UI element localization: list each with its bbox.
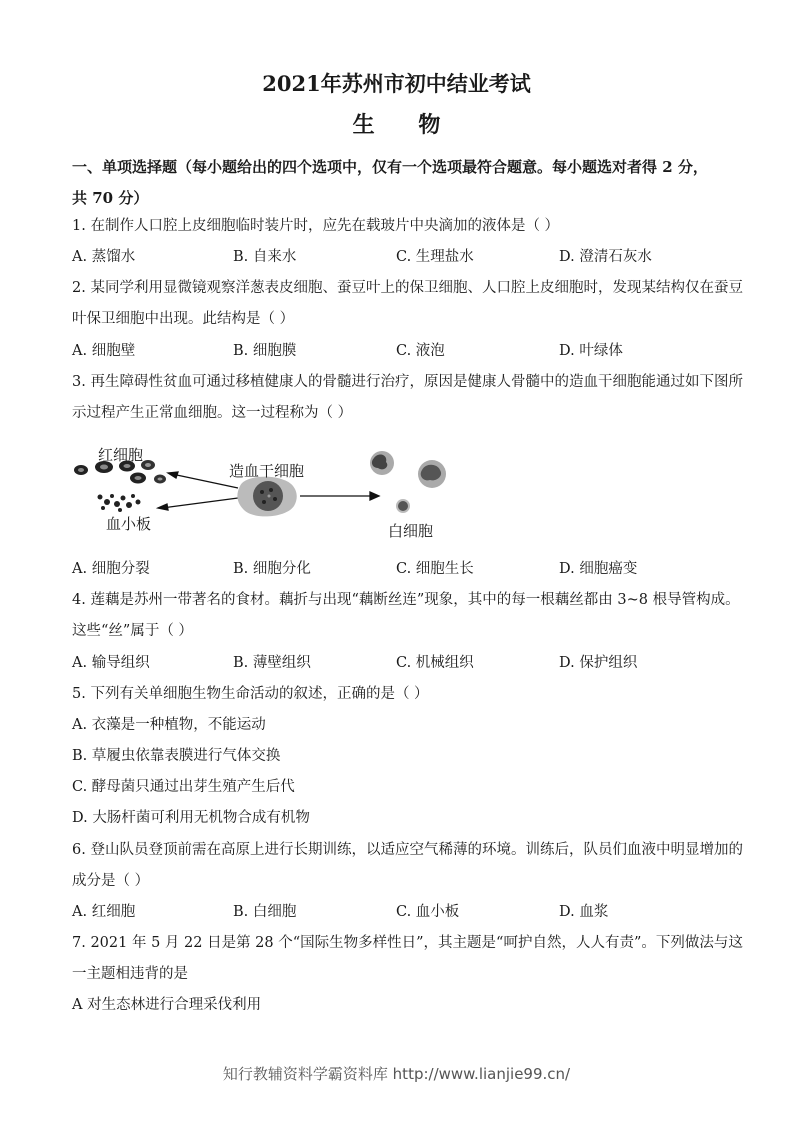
q4-option-b: B. 薄壁组织	[233, 655, 311, 671]
subject-title: 生 物	[352, 112, 459, 138]
q3-stem-line1: 3. 再生障碍性贫血可通过移植健康人的骨髓进行治疗，原因是健康人骨髓中的造血干细胞能通过如下图所	[72, 374, 743, 390]
q5-option-b: B. 草履虫依靠表膜进行气体交换	[72, 748, 281, 764]
q6-option-c: C. 血小板	[396, 904, 460, 920]
q2-option-d: D. 叶绿体	[559, 343, 623, 359]
q1-option-d: D. 澄清石灰水	[559, 249, 652, 265]
q1-option-a: A. 蒸馏水	[72, 249, 136, 265]
stem-cell	[237, 477, 296, 517]
q3-option-a: A. 细胞分裂	[72, 561, 150, 577]
q2-option-b: B. 细胞膜	[233, 343, 297, 359]
arrow-right	[300, 492, 379, 500]
exam-title: 2021年苏州市初中结业考试	[262, 71, 531, 96]
q6-option-d: D. 血浆	[559, 904, 609, 920]
q7-stem-line1: 7. 2021 年 5 月 22 日是第 28 个“国际生物多样性日”，其主题是“呵护自然，人人有责”。下列做法与这	[72, 935, 743, 951]
q5-stem: 5. 下列有关单细胞生物生命活动的叙述，正确的是（ ）	[72, 686, 429, 702]
q3-stem-line2: 示过程产生正常血细胞。这一过程称为（ ）	[72, 405, 353, 421]
q4-option-a: A. 输导组织	[72, 655, 150, 671]
q2-stem-line1: 2. 某同学利用显微镜观察洋葱表皮细胞、蚕豆叶上的保卫细胞、人口腔上皮细胞时，发现某结构仅在蚕豆	[72, 280, 743, 296]
blood-cell-differentiation-figure	[72, 438, 472, 548]
label-red-cell: 红细胞	[98, 446, 144, 464]
q4-stem-line1: 4. 莲藕是苏州一带著名的食材。藕折与出现“藕断丝连”现象，其中的每一根藕丝都由 3~8 根导管构成。	[72, 592, 740, 608]
q1-stem: 1. 在制作人口腔上皮细胞临时装片时，应先在载玻片中央滴加的液体是（ ）	[72, 218, 560, 234]
q3-option-b: B. 细胞分化	[233, 561, 311, 577]
arrows-left	[158, 472, 238, 510]
q7-stem-line2: 一主题相违背的是	[72, 966, 188, 982]
q3-option-c: C. 细胞生长	[396, 561, 474, 577]
q5-option-a: A. 衣藻是一种植物，不能运动	[72, 717, 266, 733]
q1-option-b: B. 自来水	[233, 249, 297, 265]
q5-option-c: C. 酵母菌只通过出芽生殖产生后代	[72, 779, 295, 795]
q3-option-d: D. 细胞癌变	[559, 561, 638, 577]
q2-stem-line2: 叶保卫细胞中出现。此结构是（ ）	[72, 311, 295, 327]
white-blood-cells	[370, 451, 446, 513]
q6-stem-line2: 成分是（ ）	[72, 873, 150, 889]
q4-stem-line2: 这些“丝”属于（ ）	[72, 623, 193, 639]
label-stem-cell: 造血干细胞	[229, 462, 305, 480]
label-platelet: 血小板	[106, 515, 152, 533]
platelets	[98, 494, 141, 512]
q4-option-d: D. 保护组织	[559, 655, 638, 671]
q6-stem-line1: 6. 登山队员登顶前需在高原上进行长期训练，以适应空气稀薄的环境。训练后，队员们血液中明显增加的	[72, 842, 743, 858]
q6-option-b: B. 白细胞	[233, 904, 297, 920]
q6-option-a: A. 红细胞	[72, 904, 136, 920]
section-heading: 一、单项选择题（每小题给出的四个选项中，仅有一个选项最符合题意。每小题选对者得 2 分，共 70 分）	[72, 158, 708, 207]
q2-option-c: C. 液泡	[396, 343, 445, 359]
label-white-cell: 白细胞	[388, 522, 434, 540]
footer-watermark: 知行教辅资料学霸资料库 http://www.lianjie99.cn/	[222, 1065, 571, 1083]
q5-option-d: D. 大肠杆菌可利用无机物合成有机物	[72, 810, 310, 826]
q1-option-c: C. 生理盐水	[396, 249, 474, 265]
q4-option-c: C. 机械组织	[396, 655, 474, 671]
q2-option-a: A. 细胞壁	[72, 343, 136, 359]
q7-option-a: A 对生态林进行合理采伐利用	[72, 997, 262, 1013]
